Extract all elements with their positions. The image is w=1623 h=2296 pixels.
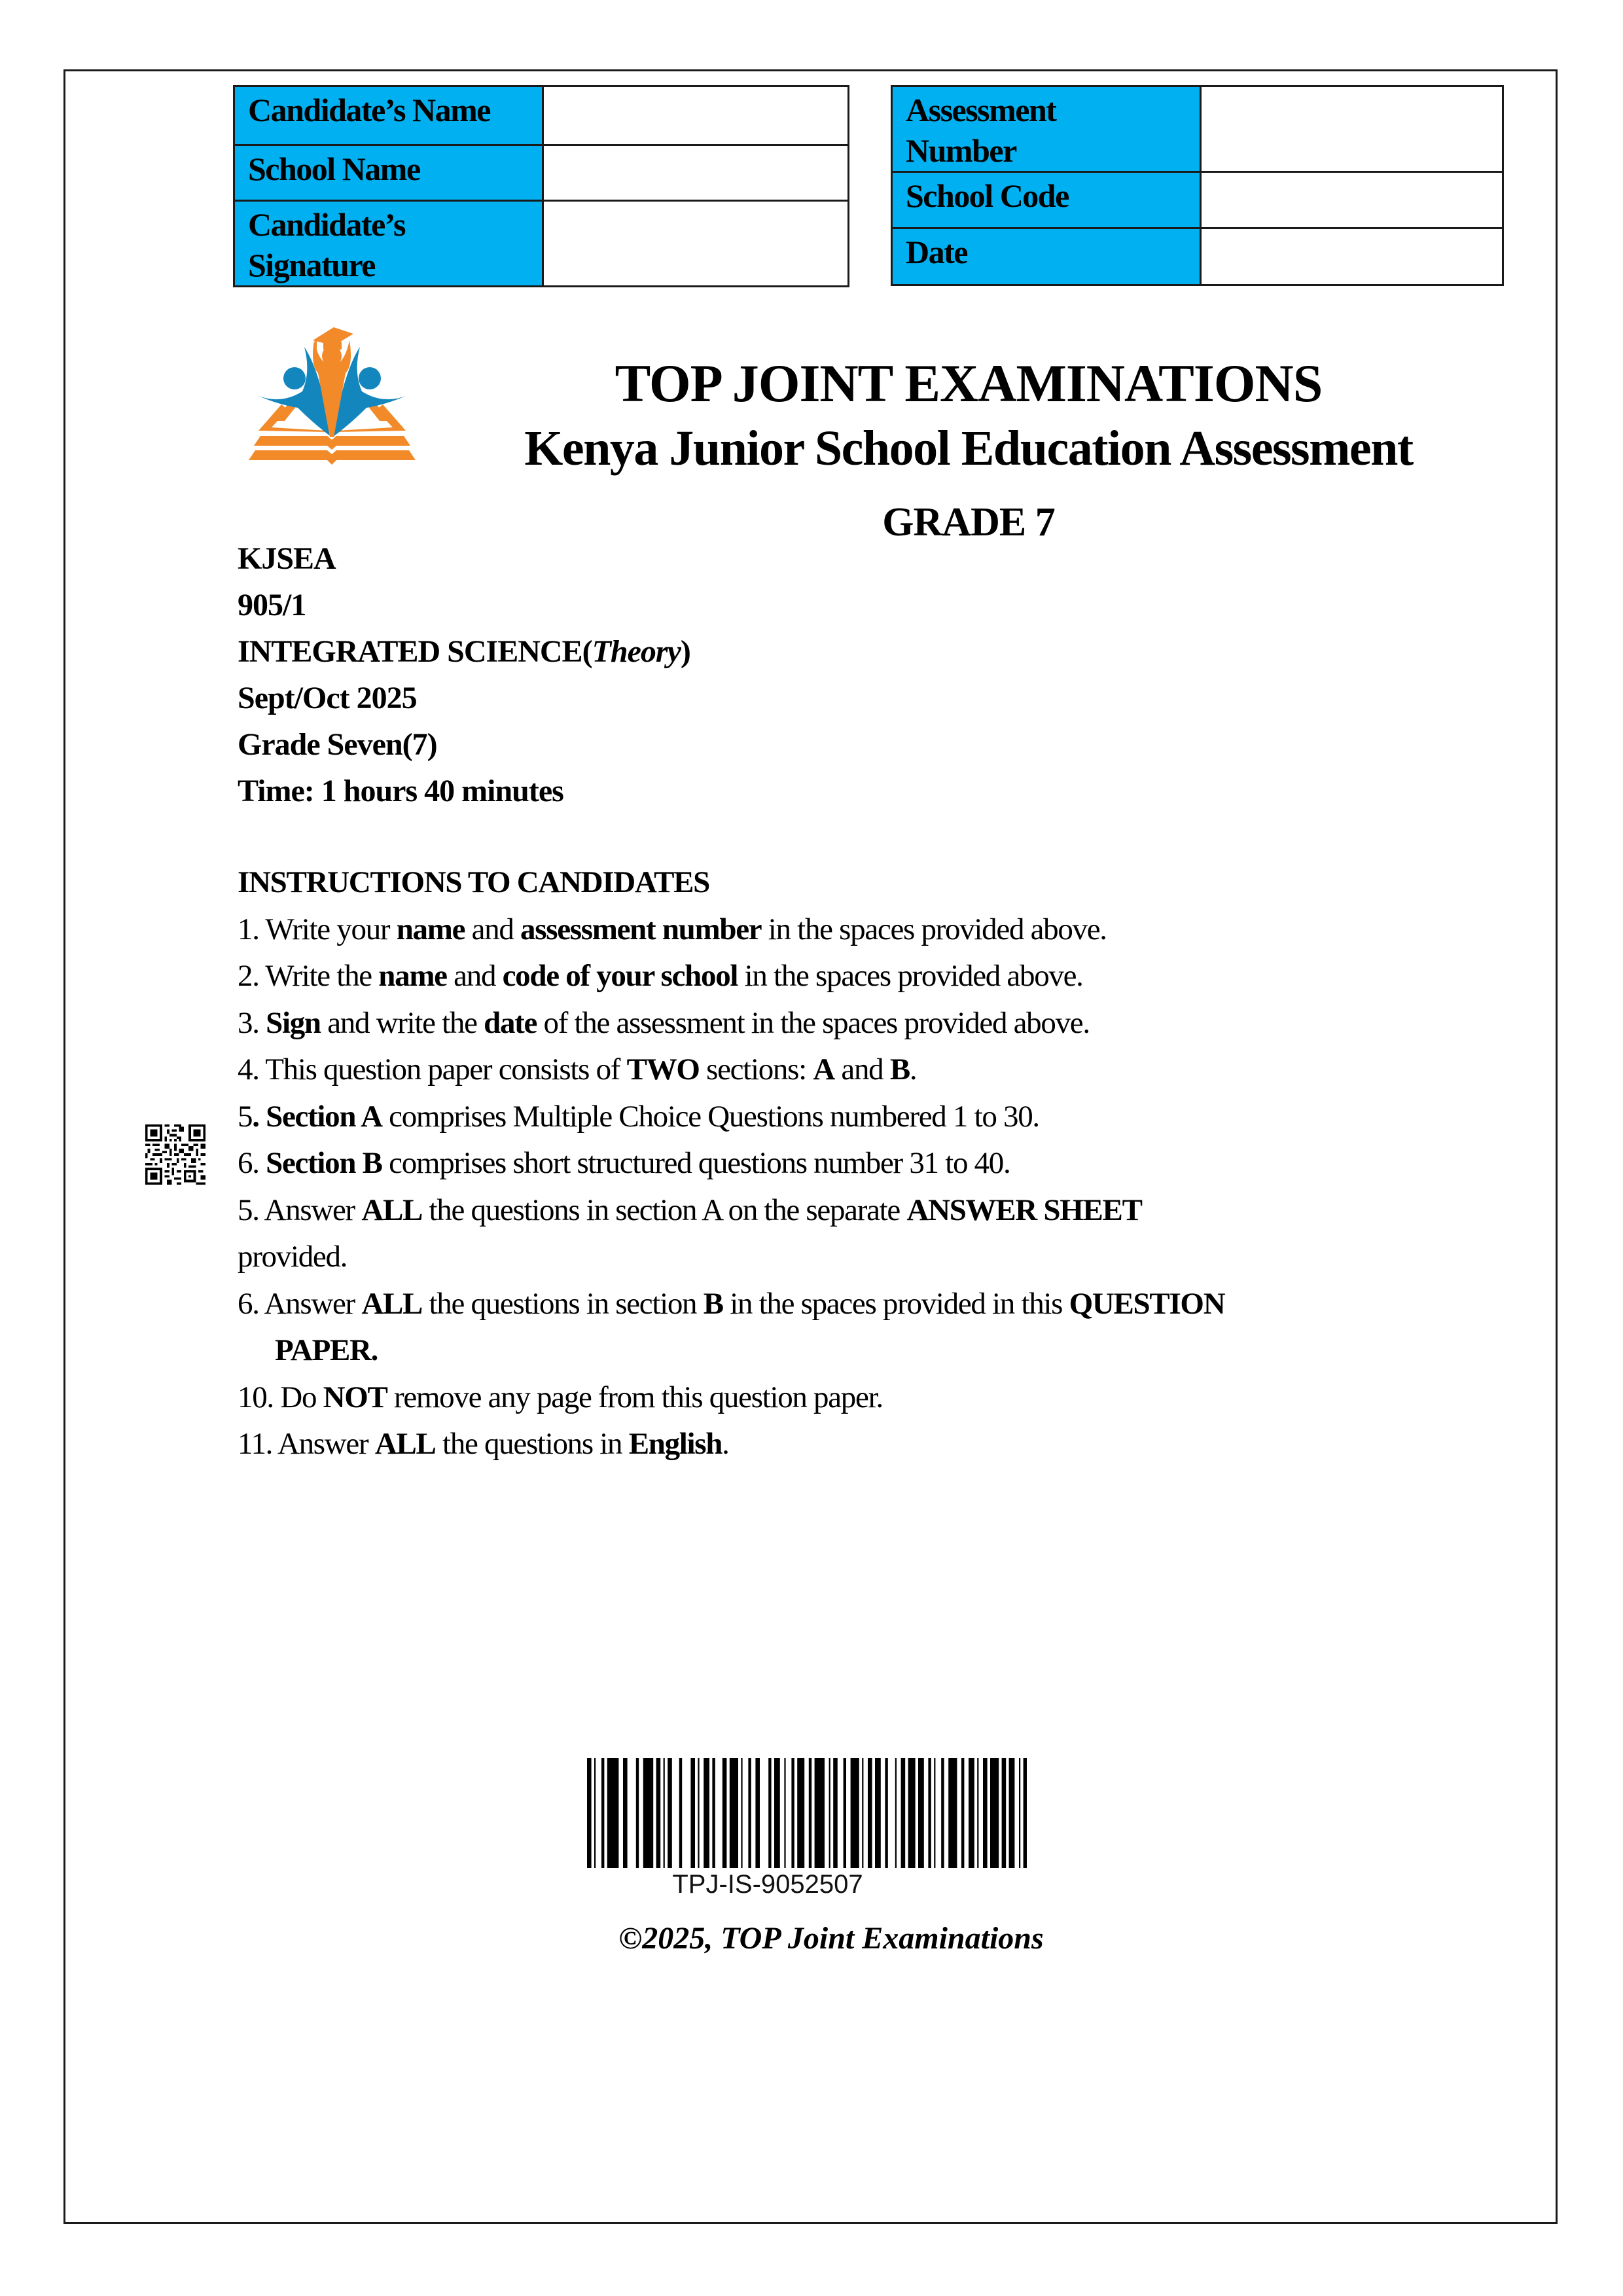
instruction-emphasis: ANSWER SHEET	[906, 1193, 1142, 1227]
instruction-text: the questions in	[435, 1427, 629, 1461]
instruction-text: .	[909, 1052, 917, 1086]
school-code-label: School Code	[892, 172, 1201, 228]
subject-name: INTEGRATED SCIENCE(	[238, 634, 592, 669]
exam-body-title: TOP JOINT EXAMINATIONS	[615, 353, 1323, 413]
assessment-number-label-line1: Assessment	[906, 92, 1056, 128]
instruction-text: 5. Answer	[238, 1193, 362, 1227]
grade-heading: GRADE 7	[882, 500, 1055, 545]
instruction-text: comprises Multiple Choice Questions numbered 1 to 30.	[382, 1099, 1039, 1134]
instruction-text: and	[446, 959, 503, 993]
candidate-name-label: Candidate’s Name	[234, 86, 543, 145]
exam-session: Sept/Oct 2025	[238, 681, 417, 715]
row-assessment-number	[892, 86, 1503, 172]
instruction-text: in the spaces provided above.	[761, 912, 1107, 946]
instruction-text: the questions in section A on the separate	[422, 1193, 907, 1227]
instruction-text: in the spaces provided in this	[722, 1286, 1069, 1321]
candidate-name-field[interactable]	[543, 86, 849, 145]
instruction-text: in the spaces provided above.	[738, 959, 1083, 993]
row-school-name	[234, 145, 849, 201]
instruction-text: sections:	[699, 1052, 813, 1086]
instruction-line	[238, 1140, 1416, 1187]
instruction-text: 5	[238, 1099, 253, 1134]
instruction-line	[238, 953, 1416, 1000]
assessment-number-field[interactable]	[1201, 86, 1503, 172]
graduates-book-logo-icon	[242, 313, 422, 470]
instruction-list	[238, 906, 1416, 1468]
instruction-emphasis: English	[628, 1427, 722, 1461]
instruction-line	[238, 1000, 1416, 1047]
exam-code: KJSEA	[238, 541, 336, 576]
instruction-line	[238, 1327, 1416, 1374]
instruction-text: 10. Do	[238, 1380, 323, 1414]
school-code-field[interactable]	[1201, 172, 1503, 228]
candidate-signature-label-line2: Signature	[248, 247, 375, 283]
instruction-text: and write the	[320, 1005, 484, 1040]
instruction-line	[238, 1094, 1416, 1141]
instruction-line	[238, 1374, 1416, 1422]
instruction-text: 6.	[238, 1146, 266, 1180]
instruction-emphasis: QUESTION	[1069, 1286, 1225, 1321]
instruction-text: 11. Answer	[238, 1427, 375, 1461]
grade-label: Grade Seven(7)	[238, 727, 437, 762]
instruction-emphasis: date	[484, 1005, 537, 1040]
instruction-emphasis: code of your school	[502, 959, 738, 993]
candidate-signature-label	[234, 201, 543, 287]
barcode-number: TPJ-IS-9052507	[672, 1870, 863, 1899]
row-date	[892, 228, 1503, 285]
instruction-emphasis: ALL	[361, 1193, 423, 1227]
instruction-emphasis: assessment number	[520, 912, 762, 946]
time-allowed: Time: 1 hours 40 minutes	[238, 774, 563, 808]
instruction-text: 4. This question paper consists of	[238, 1052, 627, 1086]
candidate-signature-label-line1: Candidate’s	[248, 206, 406, 243]
instruction-emphasis: ALL	[374, 1427, 436, 1461]
instruction-emphasis: Section B	[266, 1146, 382, 1180]
instructions-heading: INSTRUCTIONS TO CANDIDATES	[238, 865, 710, 899]
instruction-line	[238, 1187, 1416, 1234]
row-candidate-signature	[234, 201, 849, 287]
instruction-text: 2. Write the	[238, 959, 379, 993]
date-label: Date	[892, 228, 1201, 285]
instruction-line	[238, 1047, 1416, 1094]
instruction-emphasis: B	[889, 1052, 910, 1086]
instruction-emphasis: A	[813, 1052, 834, 1086]
instruction-text: 6. Answer	[238, 1286, 362, 1321]
instruction-line	[238, 1421, 1416, 1468]
assessment-info-table	[891, 85, 1504, 286]
school-name-field[interactable]	[543, 145, 849, 201]
qr-code-icon	[145, 1124, 205, 1185]
instruction-text: 3.	[238, 1005, 266, 1040]
row-school-code	[892, 172, 1503, 228]
barcode	[584, 1758, 1029, 1899]
instruction-emphasis: name	[378, 959, 447, 993]
instruction-emphasis: B	[703, 1286, 723, 1321]
assessment-subtitle: Kenya Junior School Education Assessment	[524, 421, 1413, 476]
candidate-info-table	[233, 85, 849, 287]
instruction-text: provided.	[238, 1240, 348, 1274]
instruction-text: 1. Write your	[238, 912, 397, 946]
paper-number: 905/1	[238, 588, 306, 622]
instruction-line	[238, 1234, 1416, 1281]
instruction-text: and	[465, 912, 521, 946]
school-name-label: School Name	[234, 145, 543, 201]
instruction-line	[238, 1281, 1416, 1328]
copyright-notice: ©2025, TOP Joint Examinations	[618, 1921, 1044, 1956]
instruction-text: of the assessment in the spaces provided above.	[537, 1005, 1090, 1040]
instruction-emphasis: ALL	[361, 1286, 423, 1321]
instruction-emphasis: Sign	[266, 1005, 321, 1040]
paper-info	[238, 535, 690, 814]
instruction-emphasis: name	[396, 912, 465, 946]
instruction-text: and	[834, 1052, 890, 1086]
instruction-text: the questions in section	[422, 1286, 704, 1321]
subject-type: Theory	[592, 634, 681, 669]
candidate-signature-field[interactable]	[543, 201, 849, 287]
subject	[238, 628, 690, 675]
instruction-emphasis: PAPER.	[275, 1333, 378, 1367]
instruction-text: .	[722, 1427, 729, 1461]
instruction-emphasis: . Section A	[252, 1099, 382, 1134]
instruction-emphasis: TWO	[626, 1052, 700, 1086]
date-field[interactable]	[1201, 228, 1503, 285]
barcode-icon	[584, 1758, 1029, 1868]
instruction-emphasis: NOT	[323, 1380, 387, 1414]
instruction-text: remove any page from this question paper.	[387, 1380, 883, 1414]
instruction-text: comprises short structured questions number 31 to 40.	[382, 1146, 1010, 1180]
assessment-number-label	[892, 86, 1201, 172]
assessment-number-label-line2: Number	[906, 132, 1016, 169]
row-candidate-name	[234, 86, 849, 145]
instruction-line	[238, 906, 1416, 954]
instructions-section	[238, 859, 1416, 1468]
subject-close: )	[680, 634, 690, 669]
